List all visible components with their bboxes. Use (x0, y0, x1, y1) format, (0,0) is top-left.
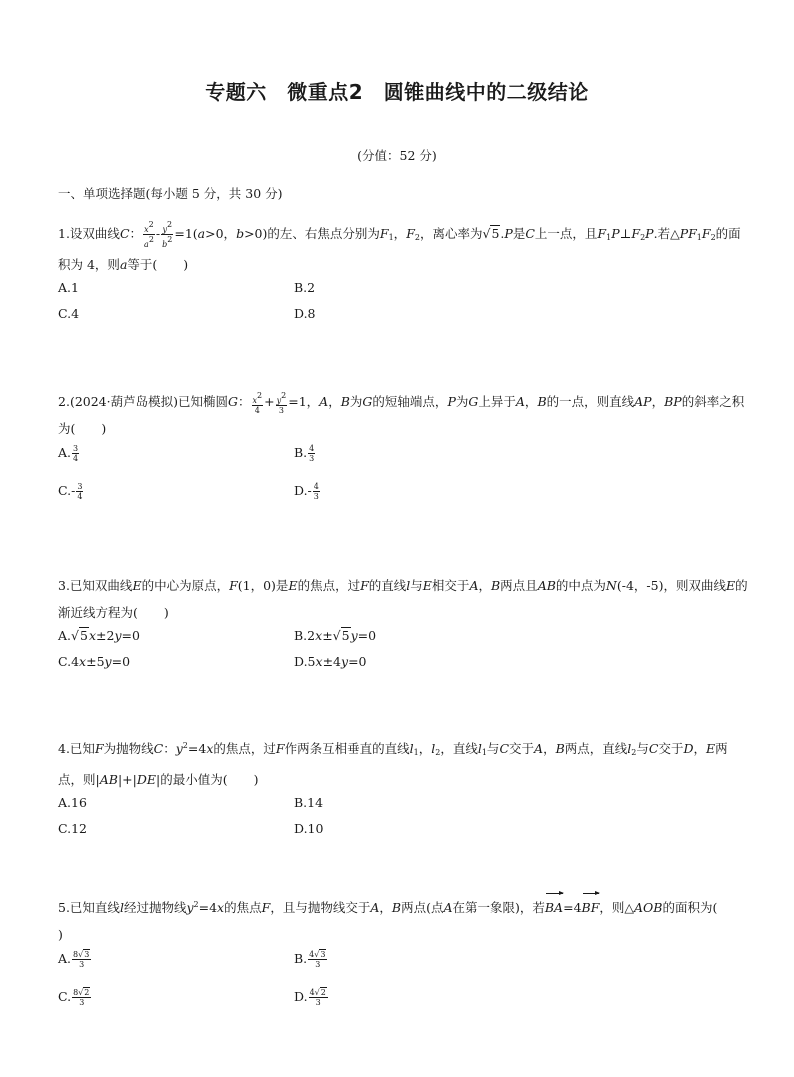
vector-ba: BA (545, 894, 563, 921)
question-4-options (58, 795, 748, 847)
option-c[interactable]: C.4x±5y=0 (58, 654, 131, 669)
option-b[interactable]: B. $\frac{4√3}{3}$ (294, 950, 326, 969)
question-1-options (58, 280, 748, 332)
option-d[interactable]: D.10 (294, 821, 324, 836)
question-4 (58, 732, 748, 847)
option-c[interactable]: C.- $\frac{3}{4}$ (58, 482, 83, 501)
question-2-stem: 2.(2024·葫芦岛模拟)已知椭圆G： $\frac{x^2}{4}$ + $\frac{y^2}{3}$ =1，A，B为G的短轴端点，P为G上异于A，B的一点，则直线AP，BP的斜率之积为( ) (58, 390, 745, 436)
option-b[interactable]: B. $\frac{4}{3}$ (294, 444, 315, 463)
score-note: (分值：52 分) (357, 148, 437, 163)
question-4-stem: 4.已知F为抛物线C：$y^2=4x$的焦点，过F作两条互相垂直的直线$l_1$，$l_2$，直线$l_1$与C交于A，B两点，直线$l_2$与C交于D，E两点，则|AB|+|DE|的最小值为( ) (58, 741, 728, 787)
option-b[interactable]: B.2 (294, 280, 316, 295)
fraction: $\frac{y^2}{3}$ (276, 390, 287, 415)
question-1 (58, 220, 748, 332)
option-d[interactable]: D.8 (294, 306, 316, 321)
vector-bf: BF (582, 894, 600, 921)
option-a[interactable]: A.√5x±2y=0 (58, 628, 140, 643)
option-b[interactable]: B.14 (294, 795, 324, 810)
page-title: 专题六 微重点2 圆锥曲线中的二级结论 (205, 80, 589, 104)
option-c[interactable]: C. $\frac{8√2}{3}$ (58, 988, 90, 1007)
section-heading: 一、单项选择题(每小题 5 分，共 30 分) (58, 186, 283, 201)
option-c[interactable]: C.12 (58, 821, 87, 836)
option-b[interactable]: B.2x±√5y=0 (294, 628, 377, 643)
option-d[interactable]: D.- $\frac{4}{3}$ (294, 482, 319, 501)
option-d[interactable]: D. $\frac{4√2}{3}$ (294, 988, 326, 1007)
fraction: $\frac{x^2}{4}$ (252, 390, 263, 415)
question-1-stem: 1.设双曲线C： $\frac{x^2}{a^2}$ - $\frac{y^2}{b^2}$ =1(a>0，b>0)的左、右焦点分别为$F_1$，$F_2$，离心率为√5.P是C上一点，且$F_1P\perp F_2P$.若$\triangle PF_1F_2$的面积为 4，则a等于( ) (58, 220, 741, 272)
question-5-options (58, 950, 748, 1016)
question-2-source: (2024·葫芦岛模拟) (69, 394, 178, 409)
question-5-stem: 5.已知直线l经过抛物线$y^2=4x$的焦点F，且与抛物线交于A，B两点(点A在第一象限)，若BA=4BF，则△AOB的面积为() (58, 891, 748, 948)
fraction: $\frac{y^2}{b^2}$ (162, 220, 173, 249)
question-2-options (58, 444, 748, 510)
option-a[interactable]: A. $\frac{3}{4}$ (58, 444, 79, 463)
option-a[interactable]: A. $\frac{8√3}{3}$ (58, 950, 90, 969)
option-d[interactable]: D.5x±4y=0 (294, 654, 367, 669)
question-3-stem: 3.已知双曲线E的中心为原点，F(1，0)是E的焦点，过F的直线l与E相交于A，B两点且AB的中点为N(-4，-5)，则双曲线E的渐近线方程为( ) (58, 578, 748, 620)
question-2 (58, 388, 748, 510)
question-5 (58, 891, 748, 1016)
option-a[interactable]: A.1 (58, 280, 79, 295)
option-c[interactable]: C.4 (58, 306, 80, 321)
question-3 (58, 572, 748, 680)
option-a[interactable]: A.16 (58, 795, 87, 810)
fraction: $\frac{x^2}{a^2}$ (144, 220, 154, 249)
question-3-options (58, 628, 748, 680)
sqrt-symbol: √5 (482, 226, 500, 241)
